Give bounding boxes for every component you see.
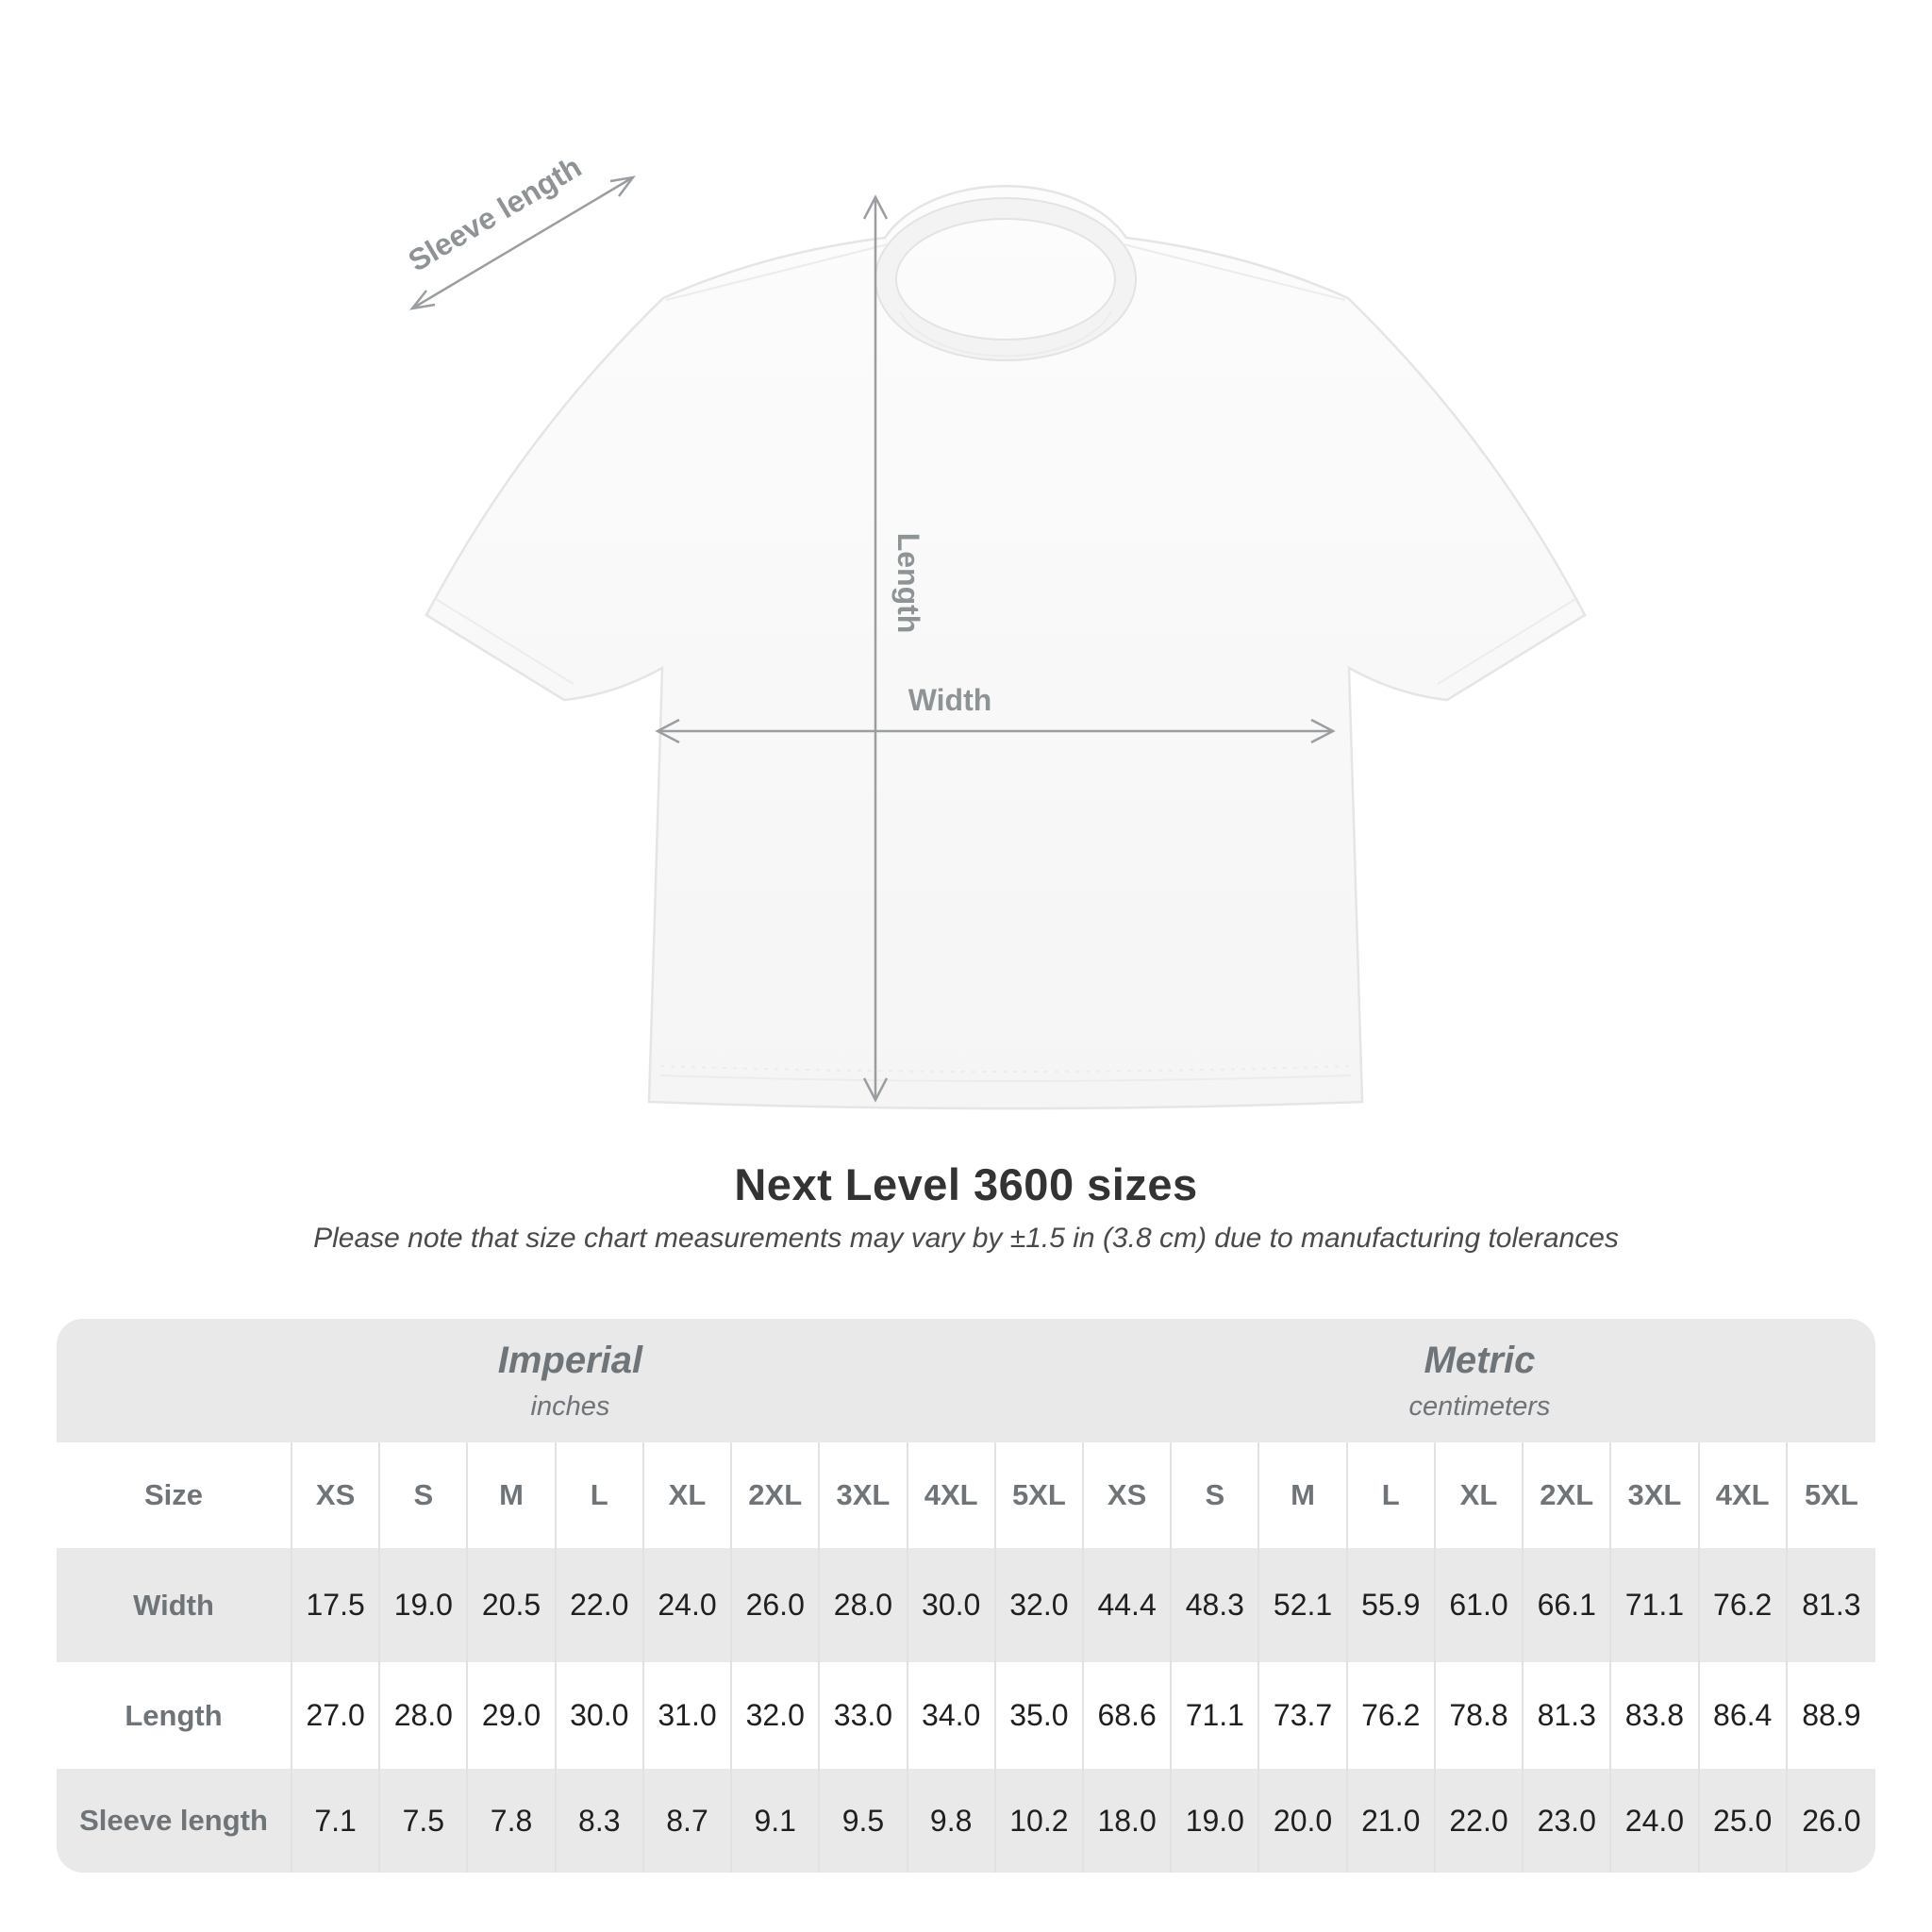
page-title: Next Level 3600 sizes (734, 1159, 1198, 1209)
size-table (57, 1319, 1875, 1873)
cell-sleeve-length-metric-xl: 22.0 (1436, 1769, 1524, 1873)
metric-section-unit: centimeters (1408, 1391, 1551, 1422)
cell-width-metric-xs: 44.4 (1084, 1548, 1172, 1662)
size-header-imperial-xs: XS (292, 1442, 380, 1548)
length-label: Length (891, 532, 925, 634)
imperial-section-header (57, 1319, 1084, 1442)
cell-width-imperial-5xl: 32.0 (996, 1548, 1084, 1662)
cell-length-metric-3xl: 83.8 (1611, 1662, 1699, 1769)
size-header-imperial-s: S (380, 1442, 468, 1548)
metric-section-header (1084, 1319, 1875, 1442)
size-table-grid (57, 1442, 1875, 1873)
cell-width-imperial-xs: 17.5 (292, 1548, 380, 1662)
cell-length-imperial-xs: 27.0 (292, 1662, 380, 1769)
cell-width-imperial-3xl: 28.0 (820, 1548, 908, 1662)
cell-width-metric-l: 55.9 (1348, 1548, 1436, 1662)
cell-length-metric-5xl: 88.9 (1788, 1662, 1875, 1769)
cell-sleeve-length-imperial-xs: 7.1 (292, 1769, 380, 1873)
cell-length-imperial-l: 30.0 (557, 1662, 644, 1769)
cell-sleeve-length-imperial-l: 8.3 (557, 1769, 644, 1873)
tshirt-illustration (426, 186, 1585, 1108)
cell-sleeve-length-imperial-m: 7.8 (468, 1769, 556, 1873)
size-header-metric-xl: XL (1436, 1442, 1524, 1548)
row-label-sleeve-length: Sleeve length (57, 1769, 292, 1873)
units-header-row (57, 1319, 1875, 1442)
cell-width-metric-3xl: 71.1 (1611, 1548, 1699, 1662)
size-header-imperial-4xl: 4XL (908, 1442, 996, 1548)
cell-length-metric-xl: 78.8 (1436, 1662, 1524, 1769)
size-header-metric-s: S (1172, 1442, 1259, 1548)
cell-sleeve-length-imperial-5xl: 10.2 (996, 1769, 1084, 1873)
cell-width-metric-4xl: 76.2 (1700, 1548, 1788, 1662)
cell-length-imperial-4xl: 34.0 (908, 1662, 996, 1769)
size-header-imperial-2xl: 2XL (732, 1442, 820, 1548)
cell-width-imperial-2xl: 26.0 (732, 1548, 820, 1662)
cell-sleeve-length-metric-s: 19.0 (1172, 1769, 1259, 1873)
cell-length-imperial-5xl: 35.0 (996, 1662, 1084, 1769)
cell-length-imperial-m: 29.0 (468, 1662, 556, 1769)
imperial-section-title: Imperial (497, 1339, 643, 1381)
size-header-metric-xs: XS (1084, 1442, 1172, 1548)
size-header-imperial-5xl: 5XL (996, 1442, 1084, 1548)
size-header-imperial-m: M (468, 1442, 556, 1548)
cell-sleeve-length-metric-l: 21.0 (1348, 1769, 1436, 1873)
size-header-metric-4xl: 4XL (1700, 1442, 1788, 1548)
cell-length-imperial-xl: 31.0 (644, 1662, 732, 1769)
cell-length-metric-4xl: 86.4 (1700, 1662, 1788, 1769)
cell-width-metric-5xl: 81.3 (1788, 1548, 1875, 1662)
cell-sleeve-length-metric-m: 20.0 (1259, 1769, 1347, 1873)
size-column-header: Size (57, 1442, 292, 1548)
cell-length-imperial-2xl: 32.0 (732, 1662, 820, 1769)
cell-sleeve-length-imperial-s: 7.5 (380, 1769, 468, 1873)
cell-width-metric-m: 52.1 (1259, 1548, 1347, 1662)
size-header-imperial-3xl: 3XL (820, 1442, 908, 1548)
size-header-metric-3xl: 3XL (1611, 1442, 1699, 1548)
cell-length-imperial-3xl: 33.0 (820, 1662, 908, 1769)
cell-sleeve-length-metric-5xl: 26.0 (1788, 1769, 1875, 1873)
cell-sleeve-length-metric-4xl: 25.0 (1700, 1769, 1788, 1873)
cell-sleeve-length-metric-xs: 18.0 (1084, 1769, 1172, 1873)
cell-sleeve-length-imperial-2xl: 9.1 (732, 1769, 820, 1873)
cell-width-metric-2xl: 66.1 (1524, 1548, 1611, 1662)
cell-length-metric-s: 71.1 (1172, 1662, 1259, 1769)
cell-sleeve-length-imperial-3xl: 9.5 (820, 1769, 908, 1873)
cell-width-metric-s: 48.3 (1172, 1548, 1259, 1662)
cell-width-imperial-s: 19.0 (380, 1548, 468, 1662)
cell-length-metric-m: 73.7 (1259, 1662, 1347, 1769)
cell-width-imperial-m: 20.5 (468, 1548, 556, 1662)
size-header-metric-m: M (1259, 1442, 1347, 1548)
cell-length-metric-xs: 68.6 (1084, 1662, 1172, 1769)
cell-length-metric-l: 76.2 (1348, 1662, 1436, 1769)
cell-width-metric-xl: 61.0 (1436, 1548, 1524, 1662)
size-header-imperial-l: L (557, 1442, 644, 1548)
cell-sleeve-length-metric-3xl: 24.0 (1611, 1769, 1699, 1873)
metric-section-title: Metric (1424, 1339, 1536, 1381)
sleeve-length-label: Sleeve length (402, 149, 588, 278)
size-header-metric-2xl: 2XL (1524, 1442, 1611, 1548)
cell-sleeve-length-metric-2xl: 23.0 (1524, 1769, 1611, 1873)
cell-width-imperial-4xl: 30.0 (908, 1548, 996, 1662)
cell-sleeve-length-imperial-4xl: 9.8 (908, 1769, 996, 1873)
cell-width-imperial-l: 22.0 (557, 1548, 644, 1662)
cell-sleeve-length-imperial-xl: 8.7 (644, 1769, 732, 1873)
size-header-metric-5xl: 5XL (1788, 1442, 1875, 1548)
size-header-imperial-xl: XL (644, 1442, 732, 1548)
cell-length-imperial-s: 28.0 (380, 1662, 468, 1769)
size-header-metric-l: L (1348, 1442, 1436, 1548)
width-label: Width (908, 683, 992, 717)
row-label-width: Width (57, 1548, 292, 1662)
row-label-length: Length (57, 1662, 292, 1769)
cell-width-imperial-xl: 24.0 (644, 1548, 732, 1662)
imperial-section-unit: inches (530, 1391, 610, 1422)
cell-length-metric-2xl: 81.3 (1524, 1662, 1611, 1769)
page-subtitle: Please note that size chart measurements may vary by ±1.5 in (3.8 cm) due to manufacturing tolerances (313, 1223, 1619, 1254)
